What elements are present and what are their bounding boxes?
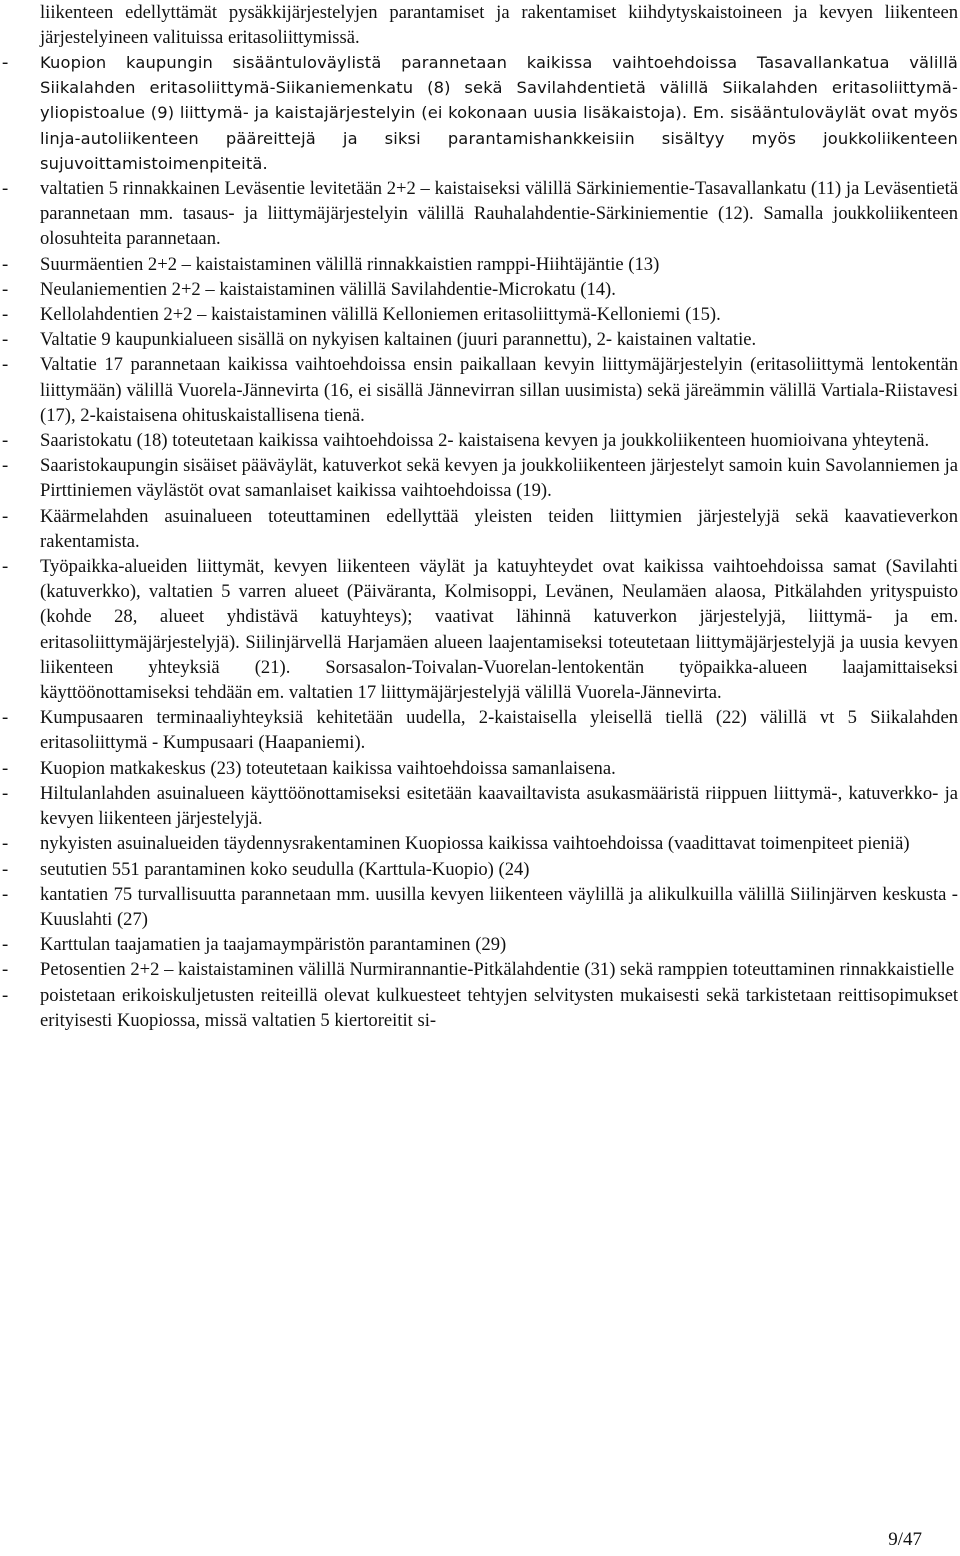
list-item — [0, 781, 960, 831]
list-bullet: - — [2, 707, 9, 729]
bullet-list — [0, 50, 960, 1033]
list-item — [0, 252, 960, 277]
list-item-text: Saaristokatu (18) toteutetaan kaikissa vaihtoehdoissa 2- kaistaisena kevyen ja joukkoliikenteen huomioivana yhteytenä. — [40, 430, 930, 452]
list-bullet: - — [2, 52, 9, 73]
list-bullet: - — [2, 278, 9, 300]
list-item-text: Valtatie 9 kaupunkialueen sisällä on nykyisen kaltainen (juuri parannettu), 2- kaistainen valtatie. — [40, 329, 757, 351]
list-item — [0, 831, 960, 856]
list-item-text: poistetaan erikoiskuljetusten reiteillä olevat kulkuesteet tehtyjen selvitysten mukaisesti sekä tarkistetaan reittisopimukset erityisesti Kuopiossa, missä valtatien 5 kiertoreitit si- — [40, 984, 958, 1031]
list-item — [0, 882, 960, 932]
list-item — [0, 957, 960, 982]
list-bullet: - — [2, 984, 9, 1006]
list-item — [0, 277, 960, 302]
list-item — [0, 50, 960, 176]
list-item — [0, 857, 960, 882]
list-bullet: - — [2, 757, 9, 779]
list-item-text: Karttulan taajamatien ja taajamaympäristön parantaminen (29) — [40, 934, 507, 956]
list-item-text: Suurmäentien 2+2 – kaistaistaminen välillä rinnakkaistien ramppi-Hiihtäjäntie (13) — [40, 253, 660, 275]
list-bullet: - — [2, 883, 9, 905]
list-item-text: Petosentien 2+2 – kaistaistaminen välillä Nurmirannantie-Pitkälahdentie (31) sekä ramppien toteuttaminen rinnakkaistielle — [40, 959, 955, 981]
list-item — [0, 302, 960, 327]
list-item-text: Neulaniementien 2+2 – kaistaistaminen välillä Savilahdentie-Microkatu (14). — [40, 278, 616, 300]
list-item-text: Valtatie 17 parannetaan kaikissa vaihtoehdoissa ensin paikallaan kevyin liittymäjärjestelyin (eritasoliittymä lentokentän liittymään) välillä Vuorela-Jännevirta (16, ei sisällä Jännevirran sillan uusimista) sekä järeämmin välillä Vartiala-Riistavesi (17), 2-kaistaisena ohituskaistallisena tienä. — [40, 354, 958, 426]
list-item — [0, 983, 960, 1033]
list-bullet: - — [2, 455, 9, 477]
list-bullet: - — [2, 782, 9, 804]
list-item — [0, 453, 960, 503]
list-item — [0, 705, 960, 755]
list-item-text: Saaristokaupungin sisäiset pääväylät, katuverkot sekä kevyen ja joukkoliikenteen järjestelyt samoin kuin Savolanniemen ja Pirttiniemen väylästöt ovat samanlaiset kaikissa vaihtoehdoissa (19). — [40, 455, 958, 502]
list-item — [0, 176, 960, 252]
list-item-text: seututien 551 parantaminen koko seudulla (Karttula-Kuopio) (24) — [40, 858, 530, 880]
list-bullet: - — [2, 858, 9, 880]
list-item-text: kantatien 75 turvallisuutta parannetaan mm. uusilla kevyen liikenteen väylillä ja alikulkuilla välillä Siilinjärven keskusta - Kuuslahti (27) — [40, 883, 958, 930]
list-bullet: - — [2, 253, 9, 275]
list-item-text: Hiltulanlahden asuinalueen käyttöönottamiseksi esitetään kaavailtavista asukasmääristä riippuen liittymä-, katuverkko- ja kevyen liikenteen järjestelyjä. — [40, 782, 958, 830]
list-item-text: Kuopion matkakeskus (23) toteutetaan kaikissa vaihtoehdoissa samanlaisena. — [40, 757, 616, 779]
list-item — [0, 504, 960, 554]
list-item-text: Kellolahdentien 2+2 – kaistaistaminen välillä Kelloniemen eritasoliittymä-Kelloniemi (15). — [40, 304, 721, 326]
list-bullet: - — [2, 556, 9, 578]
list-bullet: - — [2, 833, 9, 855]
list-bullet: - — [2, 959, 9, 981]
list-bullet: - — [2, 178, 9, 200]
list-bullet: - — [2, 430, 9, 452]
list-item-text: Kumpusaaren terminaaliyhteyksiä kehitetään uudella, 2-kaistaisella yleisellä tiellä (22) välillä vt 5 Siikalahden eritasoliittymä - Kumpusaari (Haapaniemi). — [40, 707, 958, 754]
list-bullet: - — [2, 304, 9, 326]
page-number: 9/47 — [888, 1529, 922, 1550]
list-item — [0, 554, 960, 705]
list-bullet: - — [2, 354, 9, 376]
list-item — [0, 428, 960, 453]
list-bullet: - — [2, 329, 9, 351]
list-item-text: nykyisten asuinalueiden täydennysrakentaminen Kuopiossa kaikissa vaihtoehdoissa (vaadittavat toimenpiteet pieniä) — [40, 833, 910, 855]
list-item-text: Työpaikka-alueiden liittymät, kevyen liikenteen väylät ja katuyhteydet ovat kaikissa vaihtoehdoissa samat (Savilahti (katuverkko), valtatien 5 varren alueet (Päiväranta, Kolmisoppi, Levänen, Neulamäen alaosa, Pitkälahden yrityspuisto (kohde 28, alueet yhdistävä katuyhteys); vaativat lähinnä katuverkon järjestelyjä, liittymä- ja em. eritasoliittymäjärjestelyjä). Siilinjärvellä Harjamäen alueen laajentamiseksi toteutetaan liittymäjärjestelyjä ja uusia kevyen liikenteen yhteyksiä (21). Sorsasalon-Toivalan-Vuorelan-lentokentän työpaikka-alueen laajamittaiseksi käyttöönottamiseksi tehdään em. valtatien 17 liittymäjärjestelyjä välillä Vuorela-Jännevirta. — [40, 556, 958, 704]
list-item — [0, 327, 960, 352]
list-item-text: valtatien 5 rinnakkainen Leväsentie levitetään 2+2 – kaistaiseksi välillä Särkiniementie-Tasavallankatu (11) ja Leväsentietä parannetaan mm. tasaus- ja liittymäjärjestelyin välillä Rauhalahdentie-Särkiniementie (12). Samalla joukkoliikenteen olosuhteita parannetaan. — [40, 178, 958, 250]
list-item — [0, 352, 960, 428]
list-item — [0, 756, 960, 781]
list-item-text: Käärmelahden asuinalueen toteuttaminen edellyttää yleisten teiden liittymien järjestelyjä sekä kaavatieverkon rakentamista. — [40, 505, 958, 552]
list-bullet: - — [2, 934, 9, 956]
list-item-text: Kuopion kaupungin sisääntuloväylistä parannetaan kaikissa vaihtoehdoissa Tasavallankatua välillä Siikalahden eritasoliittymä-Siikaniemenkatu (8) sekä Savilahdentietä välillä Siikalahden eritasoliittymä-yliopistoalue (9) liittymä- ja kaistajärjestelyin (ei kokonaan uusia lisäkaistoja). Em. sisääntuloväylät ovat myös linja-autoliikenteen pääreittejä ja siksi parantamishankkeisiin sisältyy myös joukkoliikenteen sujuvoittamistoimenpiteitä. — [40, 53, 958, 173]
list-bullet: - — [2, 505, 9, 527]
intro-paragraph: liikenteen edellyttämät pysäkkijärjestelyjen parantamiset ja rakentamiset kiihdytyskaistoineen ja kevyen liikenteen järjestelyineen valituissa eritasoliittymissä. — [40, 2, 958, 49]
list-item — [0, 932, 960, 957]
